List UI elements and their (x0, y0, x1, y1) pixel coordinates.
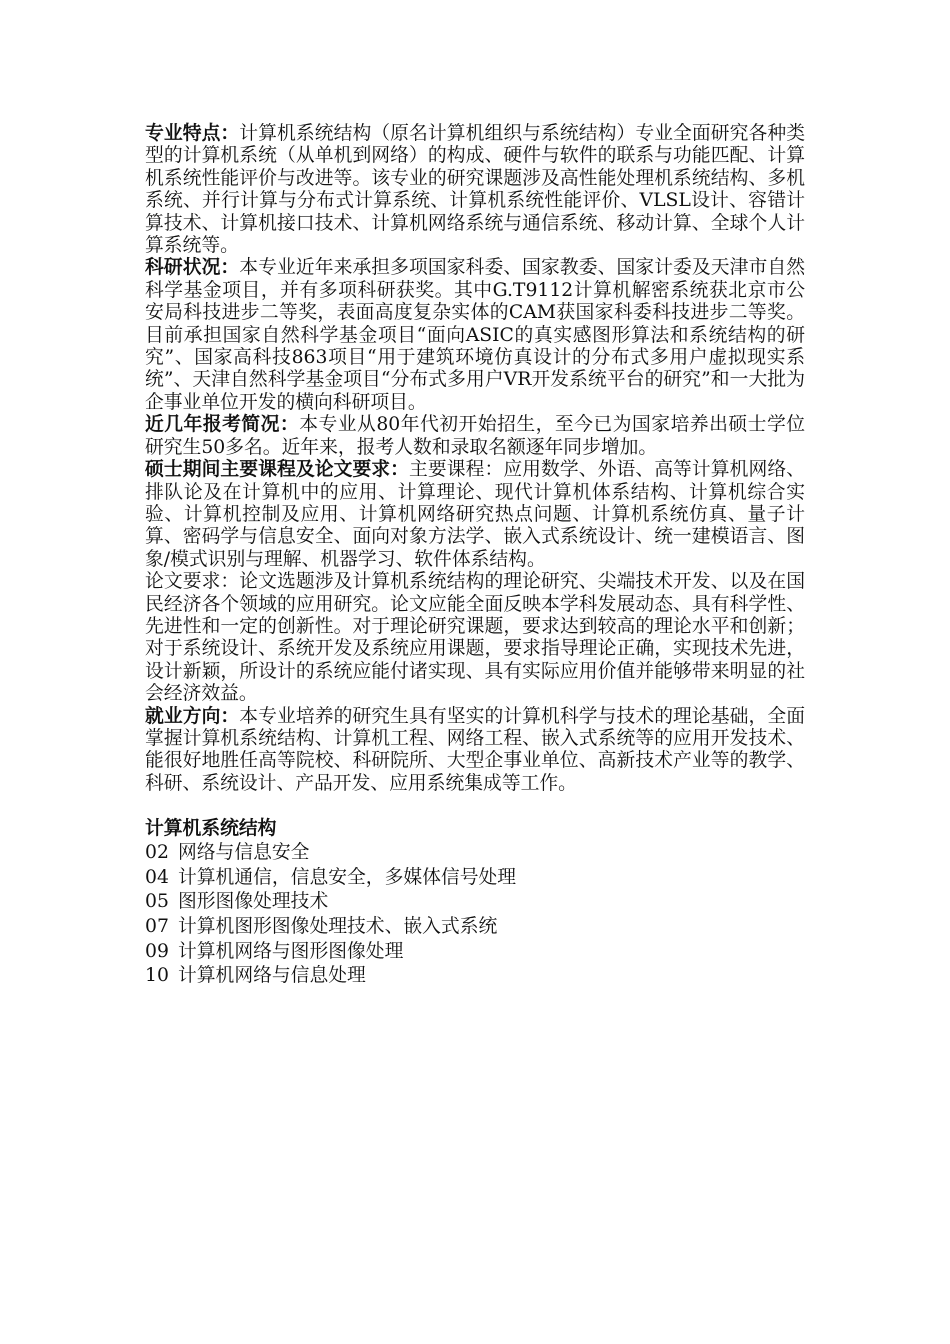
section-admissions-text: 本专业从80年代初开始招生，至今已为国家培养出硕士学位研究生50多名。近年来，报考人数和录取名额逐年同步增加。 (145, 414, 806, 458)
section-research-text: 本专业近年来承担多项国家科委、国家教委、国家计委及天津市自然科学基金项目，并有多项科研获奖。其中G.T9112计算机解密系统获北京市公安局科技进步二等奖，表面高度复杂实体的CAM获国家科委科技进步二等奖。目前承担国家自然科学基金项目“面向ASIC的真实感图形算法和系统结构的研究”、国家高科技863项目“用于建筑环境仿真设计的分布式多用户虚拟现实系统”、天津自然科学基金项目“分布式多用户VR开发系统平台的研究”和一大批为企事业单位开发的横向科研项目。 (145, 257, 805, 413)
direction-name: 计算机网络与信息处理 (178, 965, 366, 987)
section-courses-label: 硕士期间主要课程及论文要求： (145, 459, 410, 481)
direction-item (145, 940, 805, 965)
directions-title: 计算机系统结构 (145, 818, 277, 840)
direction-code: 10 (145, 965, 169, 987)
section-admissions (145, 414, 805, 459)
direction-item (145, 841, 805, 866)
section-spacer (145, 795, 805, 817)
direction-code: 04 (145, 866, 169, 888)
section-employment (145, 706, 805, 796)
direction-item (145, 915, 805, 940)
section-features-label: 专业特点： (145, 123, 240, 144)
direction-code: 09 (145, 940, 169, 962)
section-employment-text: 本专业培养的研究生具有坚实的计算机科学与技术的理论基础，全面掌握计算机系统结构、计算机工程、网络工程、嵌入式系统等的应用开发技术、能很好地胜任高等院校、科研院所、大型企事业单位、高新技术产业等的教学、科研、系统设计、产品开发、应用系统集成等工作。 (145, 705, 805, 794)
section-courses-text: 主要课程：应用数学、外语、高等计算机网络、排队论及在计算机中的应用、计算理论、现代计算机体系结构、计算机综合实验、计算机控制及应用、计算机网络研究热点问题、计算机系统仿真、量子计算、密码学与信息安全、面向对象方法学、嵌入式系统设计、统一建模语言、图象/模式识别与理解、机器学习、软件体系结构。 (145, 459, 805, 570)
section-admissions-label: 近几年报考简况： (145, 414, 300, 436)
document-body (145, 123, 805, 989)
section-courses (145, 459, 805, 571)
direction-code: 02 (145, 842, 169, 864)
section-thesis-text: 论文要求：论文选题涉及计算机系统结构的理论研究、尖端技术开发、以及在国民经济各个领域的应用研究。论文应能全面反映本学科发展动态、具有科学性、先进性和一定的创新性。对于理论研究课题，要求达到较高的理论水平和创新；对于系统设计、系统开发及系统应用课题，要求指导理论正确，实现技术先进，设计新颖，所设计的系统应能付诸实现、具有实际应用价值并能够带来明显的社会经济效益。 (145, 571, 805, 705)
direction-code: 07 (145, 915, 169, 937)
direction-item (145, 890, 805, 915)
direction-name: 计算机图形图像处理技术、嵌入式系统 (178, 915, 498, 937)
directions-list (145, 841, 805, 989)
section-thesis (145, 571, 805, 705)
direction-name: 计算机网络与图形图像处理 (178, 940, 404, 962)
direction-name: 网络与信息安全 (178, 842, 310, 864)
direction-item (145, 866, 805, 891)
direction-name: 图形图像处理技术 (178, 891, 329, 913)
direction-code: 05 (145, 891, 169, 913)
section-research (145, 257, 805, 414)
section-research-label: 科研状况： (145, 257, 240, 279)
section-features (145, 123, 805, 257)
direction-name: 计算机通信，信息安全，多媒体信号处理 (178, 866, 517, 888)
section-features-text: 计算机系统结构（原名计算机组织与系统结构）专业全面研究各种类型的计算机系统（从单机到网络）的构成、硬件与软件的联系与功能匹配、计算机系统性能评价与改进等。该专业的研究课题涉及高性能处理机系统结构、多机系统、并行计算与分布式计算系统、计算机系统性能评价、VLSL设计、容错计算技术、计算机接口技术、计算机网络系统与通信系统、移动计算、全球个人计算系统等。 (145, 123, 805, 257)
section-employment-label: 就业方向： (145, 705, 240, 727)
direction-item (145, 964, 805, 989)
